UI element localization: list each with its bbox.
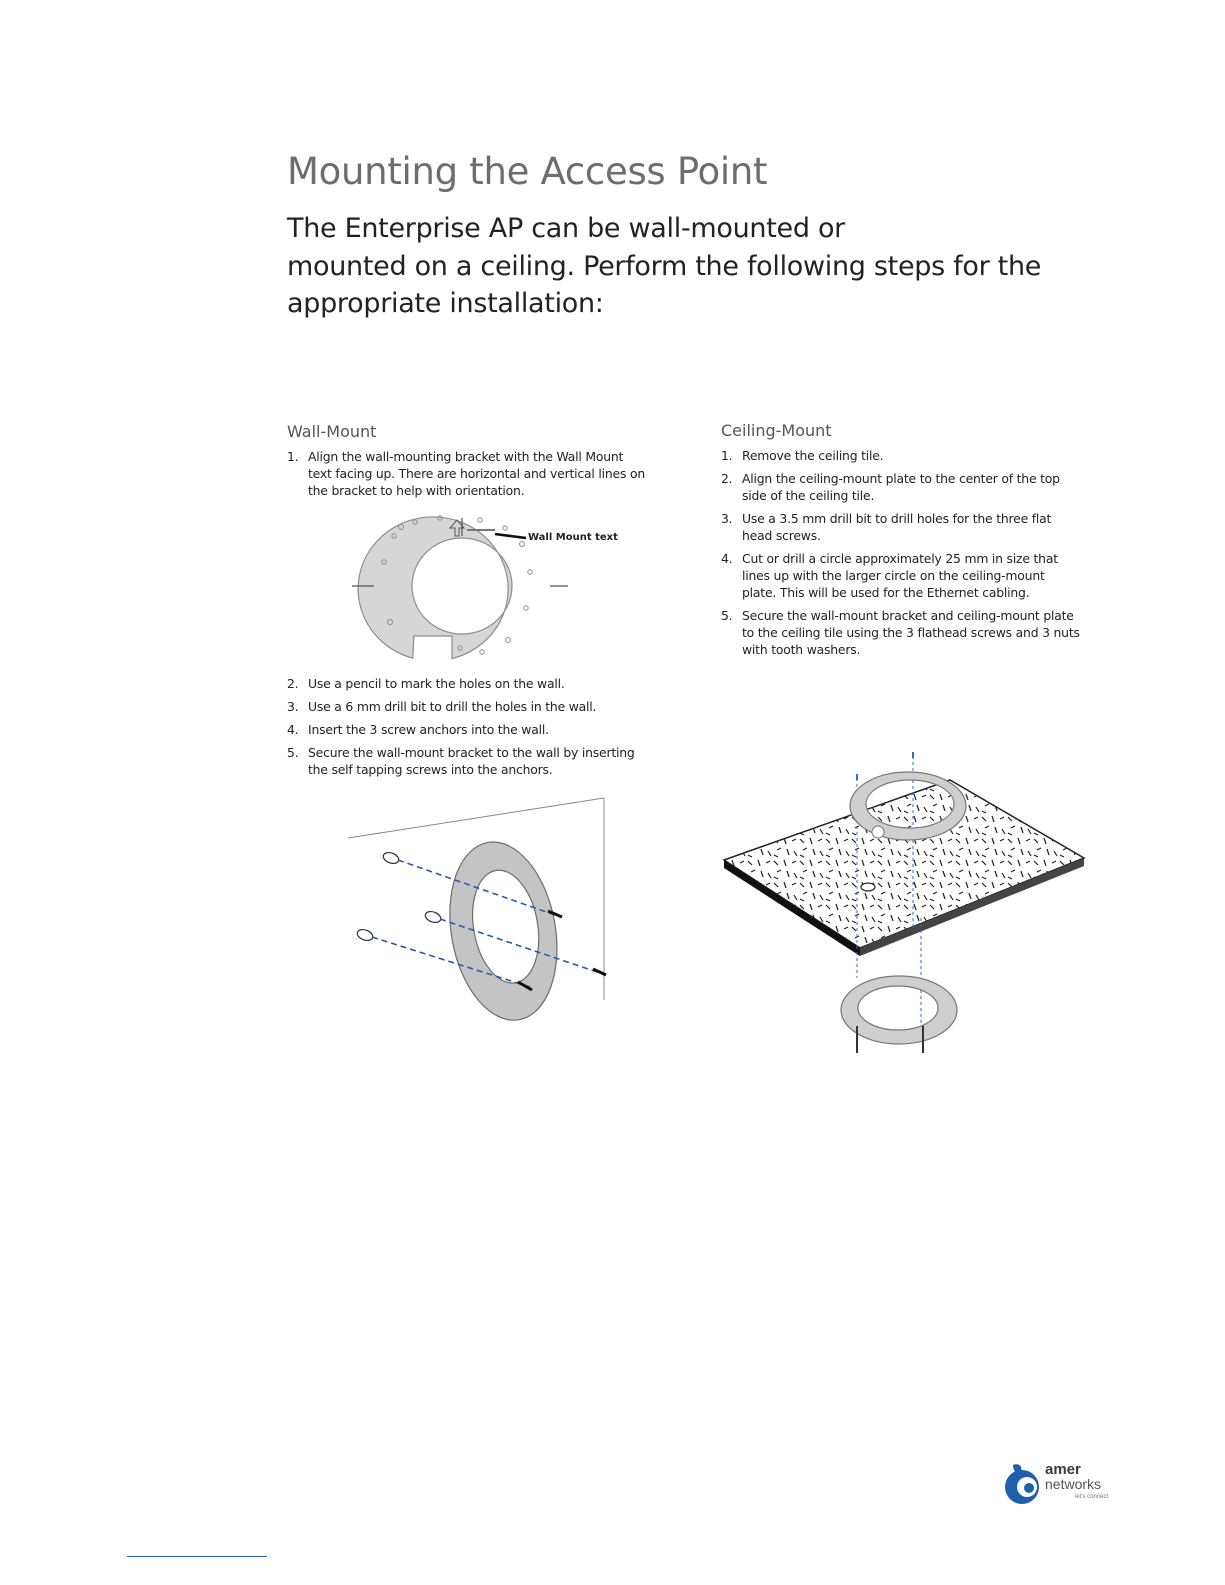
wall-installation-figure	[340, 790, 620, 1050]
step-line: Secure the wall-mount bracket to the wall by inserting	[308, 745, 635, 760]
step-line: plate. This will be used for the Ethernet cabling.	[742, 585, 1030, 600]
ceiling-mount-steps-list	[721, 447, 1101, 658]
step-number: 5.	[721, 608, 733, 623]
step-line: Secure the wall-mount bracket and ceiling-mount plate	[742, 608, 1074, 623]
step-line: the bracket to help with orientation.	[308, 483, 525, 498]
logo-tagline: let's connect	[1075, 1494, 1109, 1500]
step-number: 5.	[287, 745, 299, 760]
step-number: 1.	[287, 449, 299, 464]
wall-mount-heading: Wall-Mount	[287, 422, 377, 441]
step-line: side of the ceiling tile.	[742, 488, 875, 503]
intro-line: appropriate installation:	[287, 288, 604, 319]
step-number: 4.	[721, 551, 733, 566]
intro-line: The Enterprise AP can be wall-mounted or	[287, 213, 845, 244]
wall-mount-step	[287, 744, 687, 778]
logo-text-networks: networks	[1045, 1476, 1102, 1492]
ceiling-mount-step	[721, 447, 1101, 464]
step-line: text facing up. There are horizontal and vertical lines on	[308, 466, 645, 481]
step-line: head screws.	[742, 528, 821, 543]
logo-text-amer: amer	[1045, 1461, 1081, 1478]
step-line: lines up with the larger circle on the ceiling-mount	[742, 568, 1045, 583]
step-line: Remove the ceiling tile.	[742, 448, 884, 463]
wall-mount-step	[287, 698, 687, 715]
step-line: with tooth washers.	[742, 642, 861, 657]
step-line: Cut or drill a circle approximately 25 mm in size that	[742, 551, 1058, 566]
step-number: 2.	[287, 676, 299, 691]
footer-link-underline	[127, 1556, 267, 1557]
ceiling-mount-step	[721, 607, 1101, 658]
step-line: Use a pencil to mark the holes on the wall.	[308, 676, 565, 691]
wall-mount-text-label: Wall Mount text	[528, 532, 618, 543]
ceiling-mount-step	[721, 550, 1101, 601]
step-line: Insert the 3 screw anchors into the wall.	[308, 722, 549, 737]
step-number: 2.	[721, 471, 733, 486]
ceiling-installation-figure	[720, 748, 1090, 1058]
step-line: Use a 3.5 mm drill bit to drill holes for the three flat	[742, 511, 1052, 526]
step-line: the self tapping screws into the anchors.	[308, 762, 553, 777]
step-line: Use a 6 mm drill bit to drill the holes in the wall.	[308, 699, 597, 714]
amer-networks-logo-mark-icon	[1003, 1461, 1043, 1505]
step-line: Align the wall-mounting bracket with the Wall Mount	[308, 449, 624, 464]
step-number: 3.	[287, 699, 299, 714]
step-number: 3.	[721, 511, 733, 526]
wall-bracket-figure	[340, 512, 620, 672]
wall-mount-step1-list	[287, 448, 687, 499]
wall-mount-step	[287, 721, 687, 738]
wall-mount-step	[287, 448, 687, 499]
page-title: Mounting the Access Point	[287, 150, 768, 193]
step-number: 1.	[721, 448, 733, 463]
ceiling-mount-heading: Ceiling-Mount	[721, 421, 832, 440]
intro-line: mounted on a ceiling. Perform the following steps for the	[287, 250, 1042, 282]
step-line: Align the ceiling-mount plate to the center of the top	[742, 471, 1060, 486]
wall-mount-steps-list	[287, 675, 687, 778]
wall-mount-step	[287, 675, 687, 692]
step-line: to the ceiling tile using the 3 flathead screws and 3 nuts	[742, 625, 1080, 640]
amer-networks-logo	[1003, 1461, 1118, 1505]
step-number: 4.	[287, 722, 299, 737]
ceiling-mount-step	[721, 470, 1101, 504]
intro-text	[287, 210, 1087, 323]
ceiling-mount-step	[721, 510, 1101, 544]
